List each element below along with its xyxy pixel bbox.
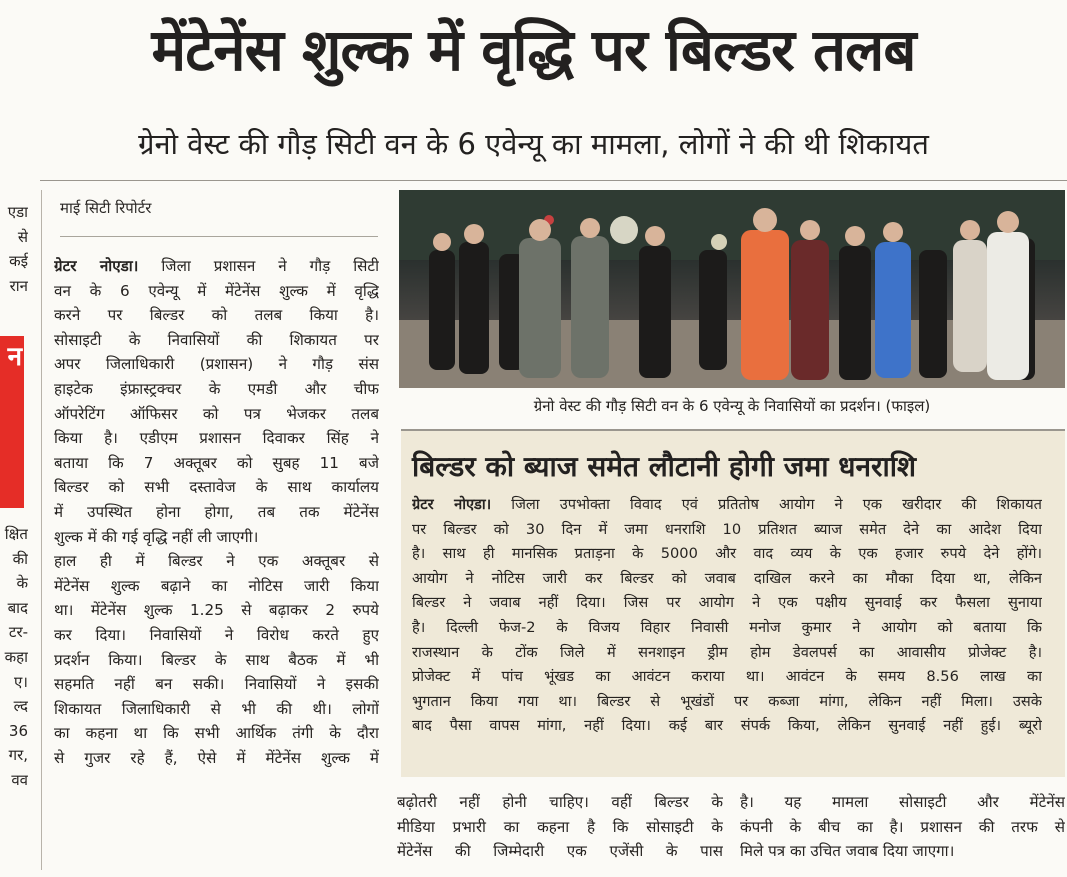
text-line-content: शिकायत जिलाधिकारी से भी की थी। लोगों — [54, 699, 379, 718]
edge-fragment: के — [16, 574, 28, 593]
text-line-content: अपर जिलाधिकारी (प्रशासन) ने गौड़ संस — [54, 355, 379, 374]
edge-fragment: से — [17, 227, 28, 246]
text-line — [54, 721, 379, 746]
text-line — [54, 648, 379, 673]
text-line-content: करने पर बिल्डर को तलब किया है। — [54, 306, 379, 325]
edge-fragment: टर- — [8, 623, 28, 642]
text-line-content: कंपनी के बीच का है। प्रशासन की तरफ से — [740, 817, 1065, 836]
edge-fragment: एडा — [7, 203, 28, 221]
text-line-content: बिल्डर ने जवाब नहीं दिया। जिस पर आयोग ने एक पक्षीय सुनवाई कर फैसला सुनाया — [412, 594, 1042, 612]
byline-divider — [60, 236, 378, 237]
text-line — [54, 303, 379, 328]
text-line-content: से गुजर रहे हैं, ऐसे में मेंटेनेंस शुल्क में — [54, 748, 379, 767]
dateline: ग्रेटर नोएडा। — [54, 257, 139, 275]
text-line-content: में उपस्थित होना होगा, तब तक मेंटेनेंस — [54, 502, 379, 521]
edge-fragment: कई — [9, 252, 28, 271]
text-line-content: आयोग ने नोटिस जारी कर बिल्डर को जवाब दाखिल करने का मौका दिया था, लेकिन — [412, 569, 1042, 587]
text-line-content: हाल ही में बिल्डर ने एक अक्तूबर से — [54, 552, 379, 571]
text-line-content: प्रदर्शन किया। बिल्डर के साथ बैठक में भी — [54, 650, 379, 669]
edge-fragment: की — [12, 549, 28, 568]
text-line — [740, 839, 1065, 864]
main-story-column-1 — [54, 254, 379, 770]
text-line — [54, 574, 379, 599]
text-line-content: था। मेंटेनेंस शुल्क 1.25 से बढ़ाकर 2 रुपये — [54, 601, 379, 620]
text-line — [412, 690, 1042, 715]
text-line-content: का कहना था कि सभी आर्थिक तंगी के दौरा — [54, 724, 379, 743]
left-edge-column-bottom — [0, 522, 28, 793]
text-line-content: मेंटेनेंस शुल्क बढ़ाने का नोटिस जारी किया — [54, 576, 379, 595]
text-line-content: है। साथ ही मानसिक प्रताड़ना के 5000 और वाद व्यय के एक हजार रुपये देने होंगे। — [412, 545, 1042, 563]
text-line — [412, 567, 1042, 592]
text-line-content: प्रोजेक्ट में पांच भूंखड का आवंटन कराया था। आवंटन के समय 8.56 लाख का — [412, 668, 1042, 686]
text-line-content: हाइटेक इंफ्रास्ट्रक्चर के एमडी और चीफ — [54, 379, 379, 398]
text-line — [54, 500, 379, 525]
text-line — [54, 746, 379, 771]
text-line — [412, 641, 1042, 666]
edge-fragment: क्षित — [4, 525, 28, 543]
text-line — [397, 790, 723, 815]
text-line — [54, 549, 379, 574]
text-line-content: कर दिया। निवासियों ने विरोध करते हुए — [54, 625, 379, 644]
text-line-content: बढ़ोतरी नहीं होनी चाहिए। वहीं बिल्डर के — [397, 793, 723, 811]
text-line — [54, 352, 379, 377]
text-line — [54, 672, 379, 697]
left-edge-red-glyph: न — [7, 342, 22, 372]
text-line-content: बताया कि 7 अक्तूबर को सुबह 11 बजे — [54, 453, 379, 472]
text-line — [740, 790, 1065, 815]
text-line-content: है। दिल्ली फेज-2 के विजय विहार निवासी मनोज कुमार ने आयोग को बताया कि — [412, 618, 1042, 636]
sidebar-story-body — [412, 493, 1042, 739]
protest-photo-illustration — [399, 190, 1065, 388]
byline: माई सिटी रिपोर्टर — [60, 199, 152, 217]
text-line — [54, 402, 379, 427]
text-line-content: बाद पैसा वापस मांगा, नहीं दिया। कई बार संपर्क किया, लेकिन सुनवाई नहीं हुई। ब्यूरो — [412, 717, 1042, 735]
text-line-content: मीडिया प्रभारी का कहना है कि सोसाइटी के — [397, 817, 723, 836]
text-line — [54, 328, 379, 353]
text-line — [412, 665, 1042, 690]
text-line-content: राजस्थान के टोंक जिले में सनशाइन ड्रीम होम डेवलपर्स का आवासीय प्रोजेक्ट है। — [412, 643, 1042, 661]
photo-caption: ग्रेनो वेस्ट की गौड़ सिटी वन के 6 एवेन्यू के निवासियों का प्रदर्शन। (फाइल) — [533, 397, 931, 415]
text-line-content: जिला उपभोक्ता विवाद एवं प्रतितोष आयोग ने एक खरीदार की शिकायत — [491, 496, 1042, 513]
page-headline: मेंटेनेंस शुल्क में वृद्धि पर बिल्डर तलब — [151, 16, 916, 84]
protest-photo — [399, 190, 1065, 388]
text-line-content: है। यह मामला सोसाइटी और मेंटेनेंस — [740, 793, 1065, 811]
text-line-content: किया है। एडीएम प्रशासन दिवाकर सिंह ने — [54, 429, 379, 448]
main-story-column-3 — [740, 790, 1065, 864]
text-line — [397, 839, 723, 864]
text-line — [412, 518, 1042, 543]
edge-fragment: ए। — [14, 672, 28, 691]
left-edge-red-strip — [0, 336, 24, 508]
edge-fragment: 36 — [8, 721, 28, 740]
subhead-divider — [40, 180, 1067, 181]
text-line — [397, 815, 723, 840]
edge-fragment: कहा — [4, 647, 28, 666]
text-line — [54, 525, 379, 550]
text-line — [412, 542, 1042, 567]
sidebar-story-title: बिल्डर को ब्याज समेत लौटानी होगी जमा धनराशि — [412, 450, 917, 483]
edge-fragment: गर, — [8, 746, 28, 765]
dateline: ग्रेटर नोएडा। — [412, 496, 492, 513]
left-column-divider — [41, 190, 42, 870]
text-line-content: बिल्डर को सभी दस्तावेज के साथ कार्यालय — [54, 478, 379, 497]
text-line — [54, 697, 379, 722]
edge-fragment: वव — [11, 770, 28, 789]
edge-fragment: रान — [9, 276, 28, 295]
text-line — [412, 493, 1042, 518]
text-line-content: मेंटेनेंस की जिम्मेदारी एक एजेंसी के पास — [397, 842, 723, 861]
text-line-content: मिले पत्र का उचित जवाब दिया जाएगा। — [740, 842, 955, 861]
text-line-content: ऑपरेटिंग ऑफिसर को पत्र भेजकर तलब — [54, 404, 379, 423]
text-line — [54, 426, 379, 451]
text-line-content: सहमति नहीं बन सकी। निवासियों ने इसकी — [54, 675, 379, 694]
text-line-content: पर बिल्डर को 30 दिन में जमा धनराशि 10 प्रतिशत ब्याज समेत देने का आदेश दिया — [412, 520, 1042, 538]
text-line-content: भुगतान किया गया था। बिल्डर से भूखंडों पर कब्जा मांगा, लेकिन नहीं मिला। उसके — [412, 692, 1042, 710]
text-line — [54, 475, 379, 500]
text-line — [412, 616, 1042, 641]
text-line — [54, 377, 379, 402]
edge-fragment: ल्द — [13, 697, 28, 716]
text-line-content: जिला प्रशासन ने गौड़ सिटी — [138, 257, 379, 275]
text-line — [54, 254, 379, 279]
edge-fragment: बाद — [7, 598, 28, 617]
left-edge-column-top — [0, 200, 28, 298]
text-line — [740, 815, 1065, 840]
text-line-content: शुल्क में की गई वृद्धि नहीं ली जाएगी। — [54, 527, 259, 546]
text-line — [412, 591, 1042, 616]
text-line — [54, 279, 379, 304]
text-line — [54, 451, 379, 476]
main-story-column-2 — [397, 790, 723, 864]
text-line — [54, 623, 379, 648]
text-line — [412, 714, 1042, 739]
text-line — [54, 598, 379, 623]
page-subhead: ग्रेनो वेस्ट की गौड़ सिटी वन के 6 एवेन्यू का मामला, लोगों ने की थी शिकायत — [138, 127, 929, 161]
text-line-content: सोसाइटी के निवासियों की शिकायत पर — [54, 330, 379, 349]
text-line-content: वन के 6 एवेन्यू में मेंटेनेंस शुल्क में वृद्धि — [54, 281, 379, 300]
